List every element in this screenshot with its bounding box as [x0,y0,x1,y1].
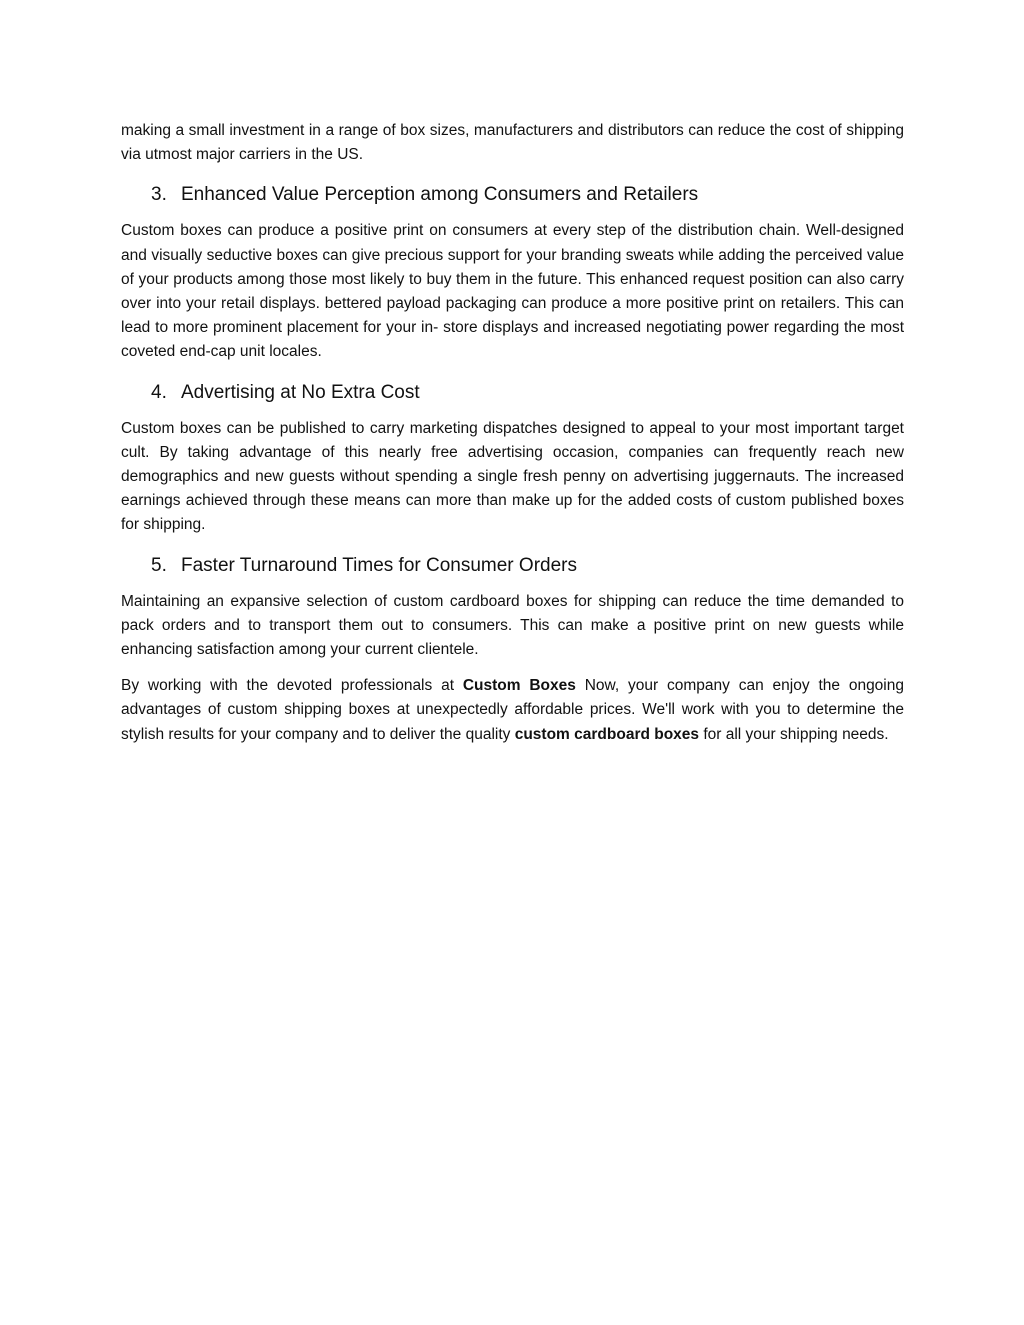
intro-paragraph: making a small investment in a range of box sizes, manufacturers and distributors can reduce the cost of shipping via utmost major carriers in the US. [121,122,904,164]
document-page [121,119,904,759]
closing-text-2: Now, your company can enjoy the ongoing advantages of custom shipping boxes at unexpectedly affordable prices. We'll work with you to determine the stylish results for your company and to deliver the quality [121,677,904,743]
closing-text-3: for all your shipping needs. [699,725,889,743]
custom-boxes-brand: Custom Boxes [462,677,576,695]
section-heading-4 [121,379,904,407]
closing-text-1: By working with the devoted professionals at [121,677,463,695]
section-body-3: Custom boxes can produce a positive print on consumers at every step of the distribution chain. Well-designed and visually seductive boxes can give precious support for your branding sweats while adding the perceived value of your products among those most likely to buy them in the future. This enhanced request position can also carry over into your retail displays. bettered payload packaging can produce a more positive print on retailers. This can lead to more prominent placement for your in- store displays and increased negotiating power regarding the most coveted end-cap unit locales. [121,222,904,361]
closing-paragraph [121,674,904,747]
section-number: 4. [151,381,167,403]
section-number: 3. [151,184,167,206]
section-number: 5. [151,554,167,576]
section-body-5: Maintaining an expansive selection of custom cardboard boxes for shipping can reduce the time demanded to pack orders and to transport them out to consumers. This can make a positive print on new guests while enhancing satisfaction among your current clientele. [121,592,904,659]
section-title: Enhanced Value Perception among Consumers and Retailers [181,184,699,206]
section-title: Advertising at No Extra Cost [181,381,420,403]
section-heading-5 [121,552,904,580]
custom-cardboard-boxes-keyword: custom cardboard boxes [514,725,700,743]
section-title: Faster Turnaround Times for Consumer Orders [181,554,577,576]
section-body-4: Custom boxes can be published to carry marketing dispatches designed to appeal to your most important target cult. By taking advantage of this nearly free advertising occasion, companies can frequently reach new demographics and new guests without spending a single fresh penny on advertising juggernauts. The increased earnings achieved through these means can more than make up for the added costs of custom published boxes for shipping. [121,419,904,534]
section-heading-3 [121,181,904,209]
